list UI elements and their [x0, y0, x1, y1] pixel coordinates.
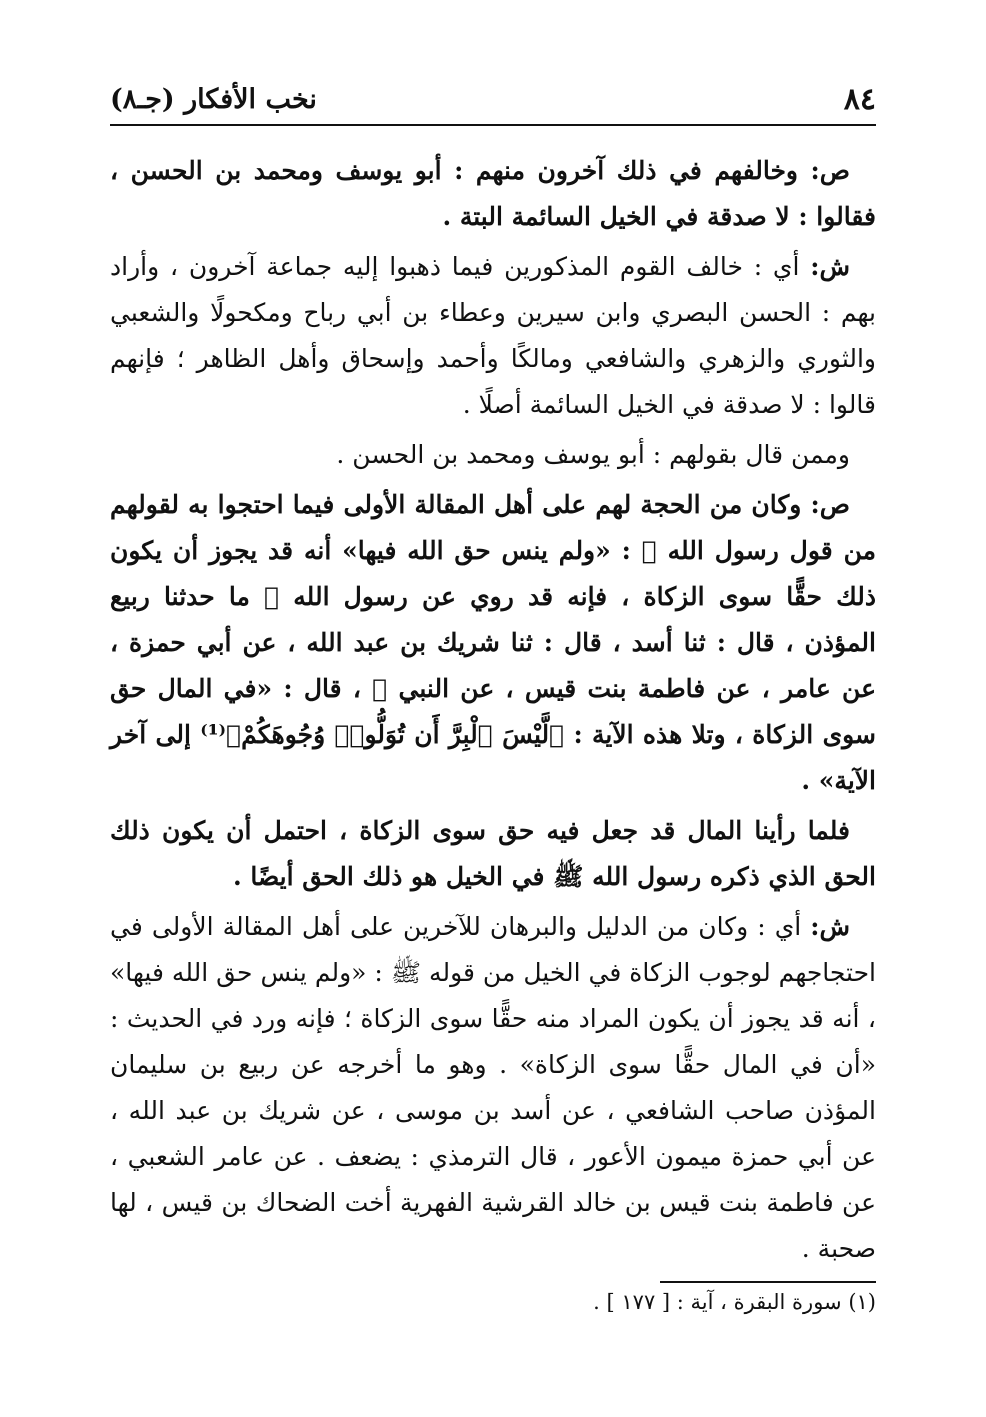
page-header [110, 80, 876, 124]
sharh-label: ش: [810, 912, 850, 941]
paragraph-text: وكان من الحجة لهم على أهل المقالة الأولى فيما احتجوا به لقولهم من قول رسول الله ﷺ : «ولم ينس حق الله فيها» أنه قد يجوز أن يكون ذلك حقًّا سوى الزكاة ، فإنه قد روي عن رسول الله ﷺ ما حدثنا ربيع المؤذن ، قال : ثنا أسد ، قال : ثنا شريك بن عبد الله ، عن أبي حمزة ، عن عامر ، عن فاطمة بنت قيس ، عن النبي ﷺ ، قال : «في المال حق سوى الزكاة ، وتلا هذه الآية : ﴿لَّيْسَ ٱلْبِرَّ أَن تُوَلُّوا۟ وُجُوهَكُمْ﴾⁽¹⁾ إلى آخر الآية» . [110, 490, 876, 795]
footnote-rule [660, 1281, 876, 1283]
matn-label: ص: [810, 490, 850, 519]
header-rule [110, 124, 876, 126]
running-title: نخب الأفكار (جـ٨) [110, 84, 317, 115]
paragraph-text: أي : خالف القوم المذكورين فيما ذهبوا إليه جماعة آخرون ، وأراد بهم : الحسن البصري وابن سيرين وعطاء بن أبي رباح ومكحولًا والشعبي والثوري والزهري والشافعي ومالكًا وأحمد وإسحاق وأهل الظاهر ؛ فإنهم قالوا : لا صدقة في الخيل السائمة أصلًا . [110, 252, 876, 419]
paragraph-text: وممن قال بقولهم : أبو يوسف ومحمد بن الحسن . [336, 440, 850, 469]
page-number: ٨٤ [843, 82, 876, 117]
paragraph-text: أي : وكان من الدليل والبرهان للآخرين على أهل المقالة الأولى في احتجاجهم لوجوب الزكاة في الخيل من قوله ﷺ : «ولم ينس حق الله فيها» ، أنه قد يجوز أن يكون المراد منه حقًّا سوى الزكاة ؛ فإنه ورد في الحديث : «أن في المال حقًّا سوى الزكاة» . وهو ما أخرجه عن ربيع بن سليمان المؤذن صاحب الشافعي ، عن أسد بن موسى ، عن شريك بن عبد الله ، عن أبي حمزة ميمون الأعور ، قال الترمذي : يضعف . عن عامر الشعبي ، عن فاطمة بنت قيس بن خالد القرشية الفهرية أخت الضحاك بن قيس ، لها صحبة . [110, 912, 876, 1263]
matn-paragraph-3 [110, 808, 876, 900]
paragraph-text: فلما رأينا المال قد جعل فيه حق سوى الزكاة ، احتمل أن يكون ذلك الحق الذي ذكره رسول الله ﷺ في الخيل هو ذلك الحق أيضًا . [110, 816, 876, 891]
footnote: (١) سورة البقرة ، آية : [ ١٧٧ ] . [593, 1290, 876, 1314]
matn-paragraph-2 [110, 482, 876, 804]
paragraph-text: وخالفهم في ذلك آخرون منهم : أبو يوسف ومحمد بن الحسن ، فقالوا : لا صدقة في الخيل السائمة البتة . [110, 156, 876, 231]
page-body [110, 148, 876, 1272]
sharh-label: ش: [810, 252, 851, 281]
sharh-paragraph-2 [110, 432, 876, 478]
sharh-paragraph-1 [110, 244, 876, 428]
sharh-paragraph-3 [110, 904, 876, 1272]
matn-label: ص: [810, 156, 850, 185]
matn-paragraph-1 [110, 148, 876, 240]
